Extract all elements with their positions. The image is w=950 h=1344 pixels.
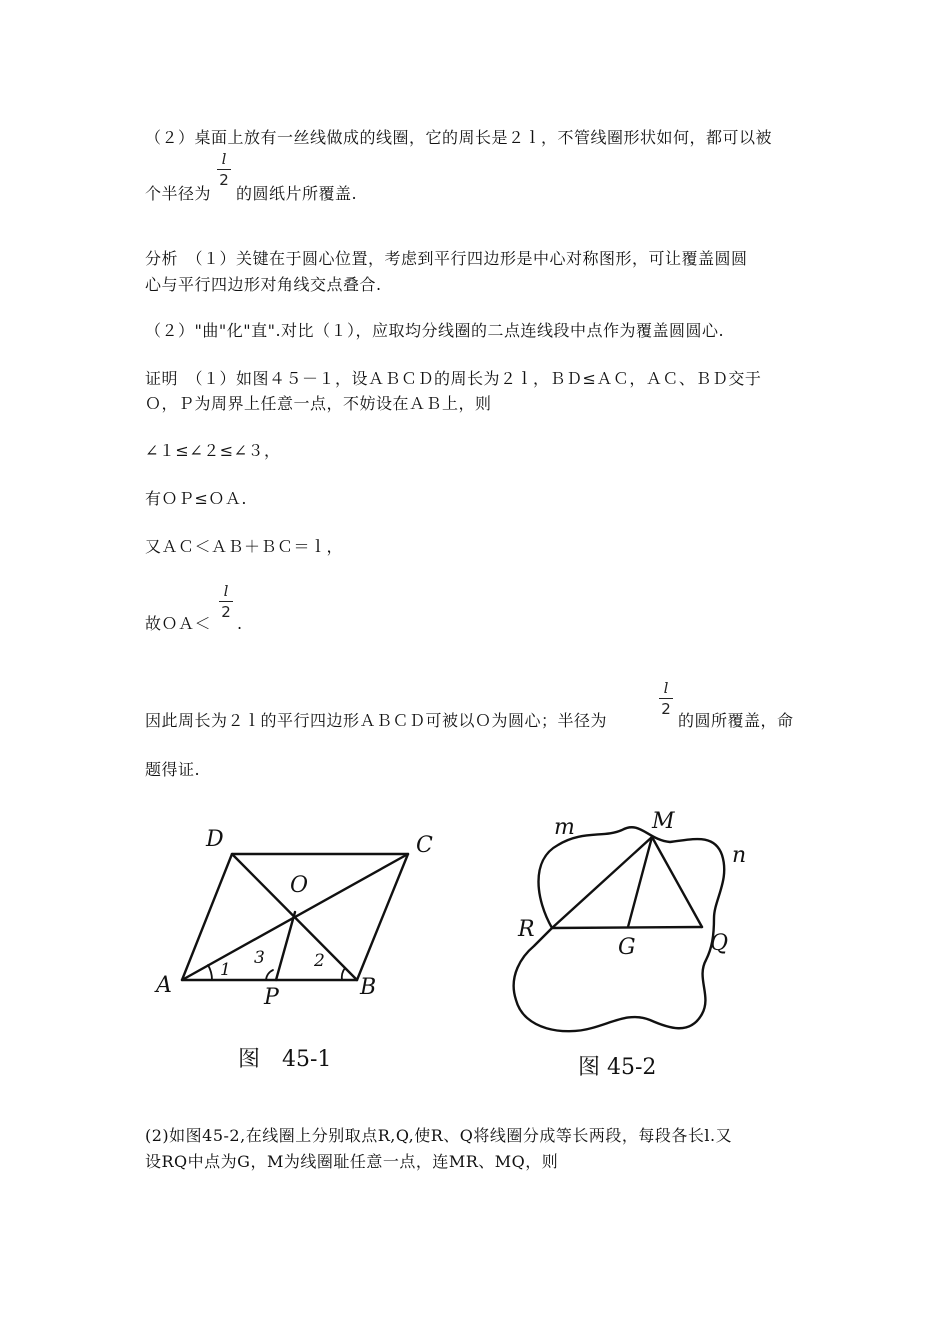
label-d: D	[206, 827, 224, 852]
angle-mark-3	[266, 970, 273, 980]
oa-inequality-prefix: 故ＯＡ＜	[145, 614, 212, 633]
angle-inequality: ∠１≤∠２≤∠３，	[145, 441, 281, 460]
label-G: G	[618, 935, 636, 960]
label-n-curve: n	[732, 843, 747, 868]
label-p: P	[264, 985, 279, 1010]
angle-label-2: 2	[314, 951, 325, 971]
op-oa-inequality: 有ＯＰ≤ＯＡ.	[145, 489, 247, 508]
segment-mg	[628, 837, 652, 927]
closed-loop-curve	[514, 827, 725, 1031]
conclusion-line1-start: 因此周长为２ｌ的平行四边形ＡＢＣＤ可被以Ｏ为圆心；半径为	[145, 711, 608, 730]
fraction-l-over-2: l 2	[219, 582, 233, 621]
label-c: C	[416, 833, 433, 858]
final-line1: (2)如图45-2,在线圈上分别取点R,Q,使R、Q将线圈分成等长两段，每段各长l.又	[145, 1126, 733, 1145]
analysis-line2: 心与平行四边形对角线交点叠合.	[145, 275, 382, 294]
label-m-curve: m	[554, 815, 575, 840]
analysis-line1: 分析 （１）关键在于圆心位置，考虑到平行四边形是中心对称图形，可让覆盖圆圆	[145, 249, 748, 268]
label-o: O	[290, 873, 309, 898]
figure-45-1	[150, 820, 450, 1080]
figure-45-1-caption: 图 45-1	[238, 1047, 332, 1072]
fraction-l-over-2: l 2	[659, 679, 673, 718]
segment-rm	[552, 837, 652, 928]
oa-inequality-suffix: .	[237, 614, 243, 633]
angle-label-1: 1	[220, 960, 231, 980]
problem-part2-line1: （２）桌面上放有一丝线做成的线圈，它的周长是２ｌ，不管线圈形状如何，都可以被	[145, 128, 773, 147]
angle-mark-1	[208, 965, 212, 980]
problem-part2-line2-end: 的圆纸片所覆盖.	[236, 184, 358, 203]
fraction-l-over-2	[217, 150, 231, 189]
label-Q: Q	[710, 931, 729, 956]
analysis-part2: （２）"曲"化"直".对比（１），应取均分线圈的二点连线段中点作为覆盖圆圆心.	[145, 321, 725, 340]
label-b: B	[360, 975, 377, 1000]
label-a: A	[156, 973, 172, 998]
fraction-denominator: 2	[219, 171, 229, 189]
conclusion-line1-end: 的圆所覆盖，命	[678, 711, 794, 730]
figure-45-2	[500, 800, 770, 1085]
fraction-bar	[217, 169, 231, 170]
label-R: R	[518, 917, 535, 942]
angle-mark-2	[342, 968, 345, 980]
fraction-numerator: l	[221, 150, 227, 168]
proof-line2: Ｏ，Ｐ为周界上任意一点，不妨设在ＡＢ上，则	[145, 394, 492, 413]
final-line2: 设RQ中点为G，M为线圈耻任意一点，连MR、MQ，则	[145, 1152, 559, 1171]
problem-part2-line2-start: 个半径为	[145, 184, 212, 203]
segment-mq	[652, 837, 702, 927]
ac-inequality: 又ＡＣ＜ＡＢ＋ＢＣ＝ｌ，	[145, 537, 344, 556]
label-M: M	[652, 809, 675, 834]
figure-45-2-caption: 图 45-2	[578, 1055, 657, 1080]
conclusion-line2: 题得证.	[145, 760, 201, 779]
angle-label-3: 3	[254, 948, 265, 968]
proof-line1: 证明 （１）如图４５－１，设ＡＢＣＤ的周长为２ｌ，ＢＤ≤ＡＣ，ＡＣ、ＢＤ交于	[145, 369, 762, 388]
